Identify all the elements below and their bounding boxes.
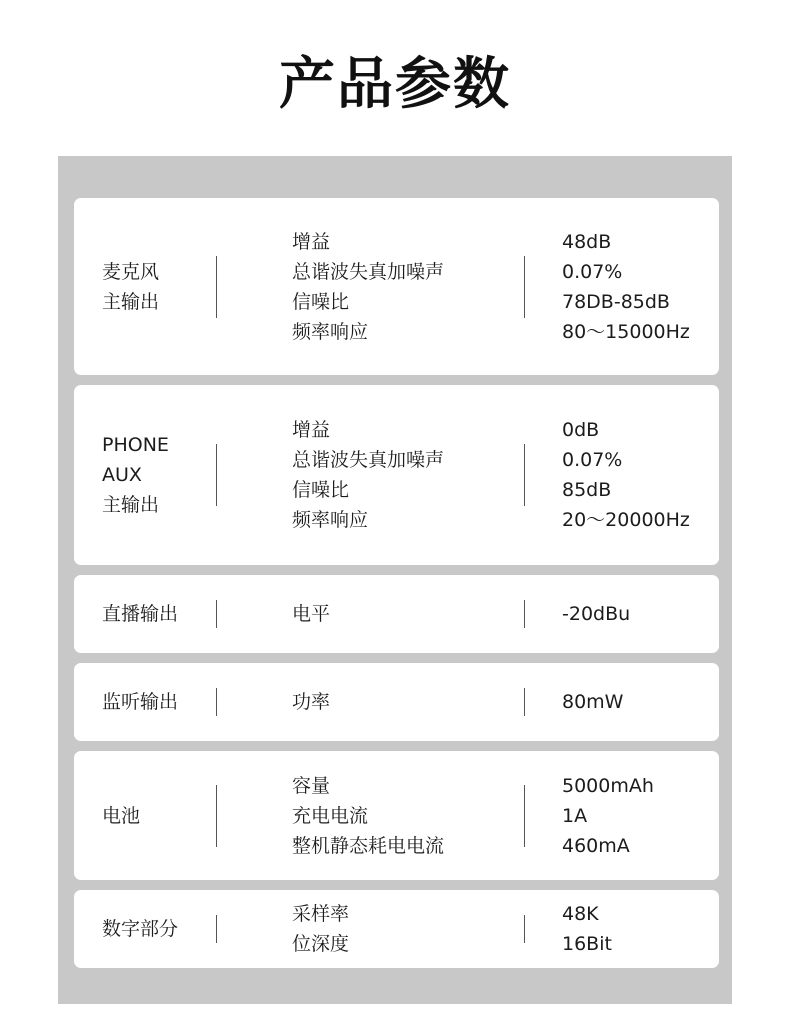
- spec-param-names: [292, 415, 444, 535]
- param-name: 充电电流: [292, 804, 369, 827]
- spec-category: [102, 599, 178, 629]
- column-divider: [524, 915, 525, 943]
- spec-card-mic-main-output: [74, 198, 719, 375]
- spec-category: [102, 430, 169, 520]
- spec-category: [102, 914, 178, 944]
- column-divider: [216, 256, 217, 318]
- spec-param-values: [562, 415, 690, 535]
- param-name: 信噪比: [292, 479, 350, 501]
- category-line: 麦克风: [102, 260, 160, 283]
- column-divider: [216, 444, 217, 506]
- spec-param-values: [562, 771, 654, 861]
- param-value: 80～15000Hz: [562, 320, 690, 343]
- param-name: 总谐波失真加噪声: [292, 449, 445, 471]
- category-line: 电池: [102, 804, 141, 827]
- column-divider: [524, 256, 525, 318]
- column-divider: [216, 600, 217, 628]
- param-value: 48K: [562, 903, 599, 925]
- column-divider: [524, 785, 525, 847]
- column-divider: [524, 600, 525, 628]
- param-name: 频率响应: [292, 509, 369, 531]
- column-divider: [524, 688, 525, 716]
- category-line: 直播输出: [102, 603, 179, 625]
- spec-param-values: [562, 599, 630, 629]
- spec-param-names: [292, 771, 444, 861]
- spec-card-digital: [74, 890, 719, 968]
- spec-param-values: [562, 227, 690, 347]
- spec-category: [102, 801, 140, 831]
- param-name: 增益: [292, 419, 331, 441]
- param-name: 频率响应: [292, 320, 369, 343]
- param-value: 16Bit: [562, 933, 612, 955]
- category-line: 主输出: [102, 290, 160, 313]
- category-line: 监听输出: [102, 691, 179, 713]
- param-value: 1A: [562, 804, 588, 827]
- param-value: 0dB: [562, 419, 600, 441]
- spec-param-names: [292, 227, 444, 347]
- spec-card-monitor-output: [74, 663, 719, 741]
- spec-param-values: [562, 899, 612, 959]
- param-value: 5000mAh: [562, 774, 654, 797]
- param-value: 0.07%: [562, 260, 623, 283]
- spec-param-names: [292, 899, 349, 959]
- param-name: 位深度: [292, 933, 350, 955]
- spec-card-battery: [74, 751, 719, 880]
- column-divider: [216, 915, 217, 943]
- spec-param-names: [292, 687, 330, 717]
- spec-category: [102, 687, 178, 717]
- param-value: 48dB: [562, 230, 612, 253]
- page-title: 产品参数: [279, 52, 511, 117]
- category-line: PHONE: [102, 434, 169, 456]
- param-name: 容量: [292, 774, 331, 797]
- param-name: 总谐波失真加噪声: [292, 260, 445, 283]
- param-name: 整机静态耗电电流: [292, 834, 445, 857]
- column-divider: [216, 688, 217, 716]
- spec-card-phone-aux-main-output: [74, 385, 719, 565]
- param-value: 20～20000Hz: [562, 509, 690, 531]
- spec-param-values: [562, 687, 623, 717]
- category-line: 主输出: [102, 494, 160, 516]
- category-line: 数字部分: [102, 918, 179, 940]
- param-name: 电平: [292, 603, 331, 625]
- param-name: 采样率: [292, 903, 350, 925]
- param-value: 78DB-85dB: [562, 290, 670, 313]
- param-value: 0.07%: [562, 449, 623, 471]
- spec-param-names: [292, 599, 330, 629]
- column-divider: [216, 785, 217, 847]
- param-name: 增益: [292, 230, 331, 253]
- category-line: AUX: [102, 464, 142, 486]
- param-value: 80mW: [562, 691, 624, 713]
- spec-card-live-output: [74, 575, 719, 653]
- spec-category: [102, 257, 159, 317]
- param-name: 信噪比: [292, 290, 350, 313]
- param-name: 功率: [292, 691, 331, 713]
- param-value: 460mA: [562, 834, 630, 857]
- column-divider: [524, 444, 525, 506]
- spec-panel: [58, 156, 732, 1004]
- param-value: 85dB: [562, 479, 612, 501]
- param-value: -20dBu: [562, 603, 631, 625]
